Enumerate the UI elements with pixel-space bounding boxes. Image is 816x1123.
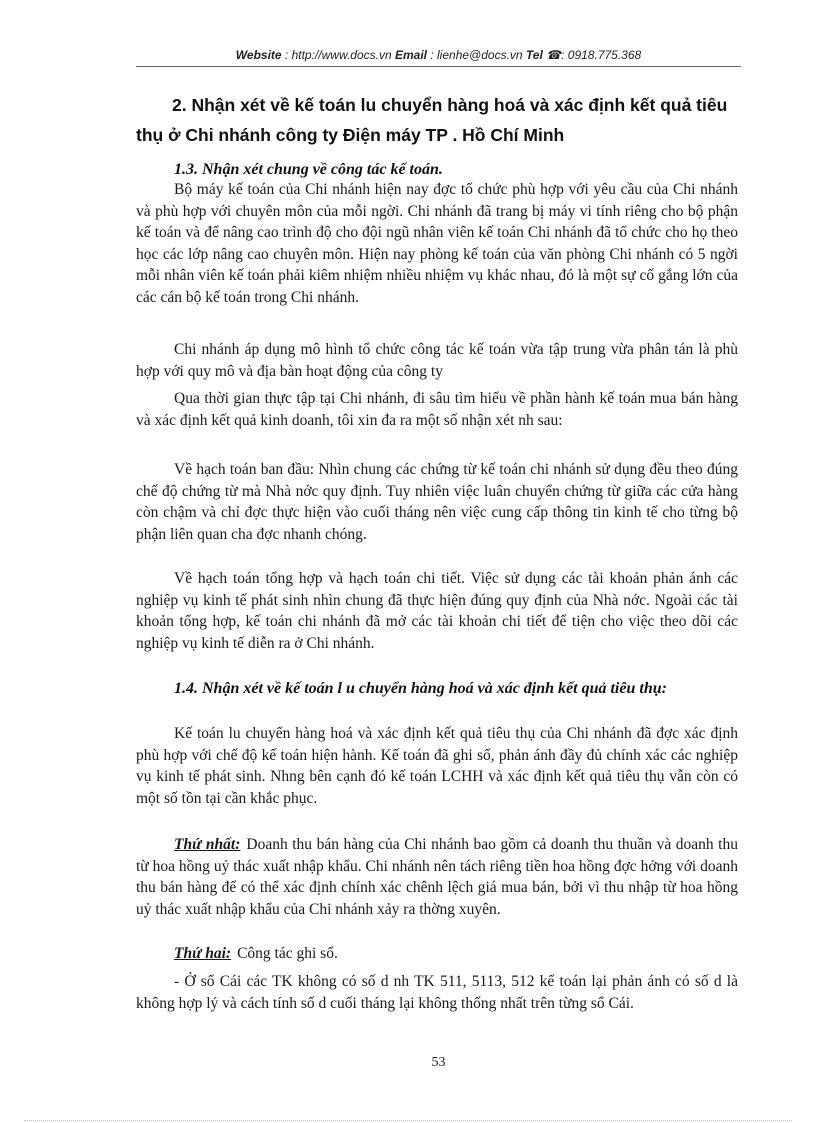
paragraph: Kế toán lu chuyển hàng hoá và xác định kết quả tiêu thụ của Chi nhánh đã đợc xác định phù hợp với chế độ kế toán hiện hành. Kế toán đã ghi sổ, phản ánh đầy đủ chính xác các nghiệp vụ kinh tế phát sinh. Nhng bên cạnh đó kế toán LCHH và xác định kết quả tiêu thụ vẫn còn có một số tồn tại cần khắc phục.: [136, 725, 738, 807]
page-number: 53: [431, 1055, 446, 1070]
paragraph: Bộ máy kế toán của Chi nhánh hiện nay đợc tổ chức phù hợp với yêu cầu của Chi nhánh và phù hợp với chuyên môn của mỗi ngời. Chi nhánh đã trang bị máy vi tính riêng cho bộ phận kế toán và để nâng cao trình độ cho đội ngũ nhân viên kế toán Chi nhánh đã tổ chức cho họ theo học các lớp nâng cao chuyên môn. Hiện nay phòng kế toán của văn phòng Chi nhánh có 5 ngời mỗi nhân viên kế toán phải kiêm nhiệm nhiều nhiệm vụ khác nhau, đó là một sự cố gắng lớn của các cán bộ kế toán trong Chi nhánh.: [136, 181, 738, 306]
tel-value: ☎: 0918.775.368: [546, 48, 642, 62]
paragraph-first-point: [136, 834, 738, 920]
paragraph: Qua thời gian thực tập tại Chi nhánh, đi sâu tìm hiểu về phần hành kế toán mua bán hàng và xác định kết quả kinh doanh, tôi xin đa ra một số nhận xét nh sau:: [136, 390, 738, 429]
page-bottom-border: [24, 1120, 792, 1121]
paragraph-second-point: [136, 943, 738, 965]
paragraph: Về hạch toán ban đầu: Nhìn chung các chứng từ kế toán chi nhánh sử dụng đều theo đúng chế độ chứng từ mà Nhà nớc quy định. Tuy nhiên việc luân chuyển chứng từ giữa các cửa hàng còn chậm và chỉ đợc thực hiện vào cuối tháng nên việc cung cấp thông tin kinh tế cho từng bộ phận liên quan cha đợc nhanh chóng.: [136, 461, 738, 543]
website-value: : http://www.docs.vn: [284, 48, 392, 62]
first-point-label: Thứ nhất:: [174, 836, 241, 853]
header-divider: [136, 66, 741, 67]
first-point-text: Doanh thu bán hàng của Chi nhánh bao gồm cả doanh thu thuần và doanh thu từ hoa hồng uỷ thác xuất nhập khẩu. Chi nhánh nên tách riêng tiền hoa hồng đợc hởng với doanh thu bán hàng để có thể xác định chính xác chênh lệch giá mua bán, bởi vì thu nhập từ hoa hồng uỷ thác xuất nhập khẩu của Chi nhánh xảy ra thờng xuyên.: [136, 836, 738, 918]
second-point-label: Thứ hai:: [174, 945, 232, 962]
website-label: Website: [235, 48, 282, 62]
tel-label: Tel: [525, 48, 543, 62]
paragraph: - Ở sổ Cái các TK không có số d nh TK 511, 5113, 512 kế toán lại phản ánh có số d là không hợp lý và cách tính số d cuối tháng lại không thống nhất trên từng sổ Cái.: [136, 973, 738, 1012]
paragraph: Về hạch toán tổng hợp và hạch toán chi tiết. Việc sử dụng các tài khoản phản ánh các nghiệp vụ kinh tế phát sinh nhìn chung đã thực hiện đúng quy định của Nhà nớc. Ngoài các tài khoản tổng hợp, kế toán chi nhánh đã mở các tài khoản chi tiết để tiện cho việc theo dõi các nghiệp vụ kinh tế diễn ra ở Chi nhánh.: [136, 570, 738, 652]
section-1-4-title: 1.4. Nhận xét về kế toán l u chuyển hàng hoá và xác định kết quả tiêu thụ:: [174, 680, 667, 697]
page-header: [136, 48, 741, 68]
paragraph: Chi nhánh áp dụng mô hình tổ chức công tác kế toán vừa tập trung vừa phân tán là phù hợp với quy mô và địa bàn hoạt động của công ty: [136, 341, 738, 380]
section-1-3-title: 1.3. Nhận xét chung về công tác kế toán.: [174, 161, 443, 178]
email-value: : lienhe@docs.vn: [430, 48, 523, 62]
section-heading: 2. Nhận xét về kế toán lu chuyển hàng hoá và xác định kết quả tiêu thụ ở Chi nhánh công ty Điện máy TP . Hồ Chí Minh: [136, 95, 728, 145]
email-label: Email: [394, 48, 427, 62]
second-point-text: Công tác ghi sổ.: [237, 945, 338, 962]
